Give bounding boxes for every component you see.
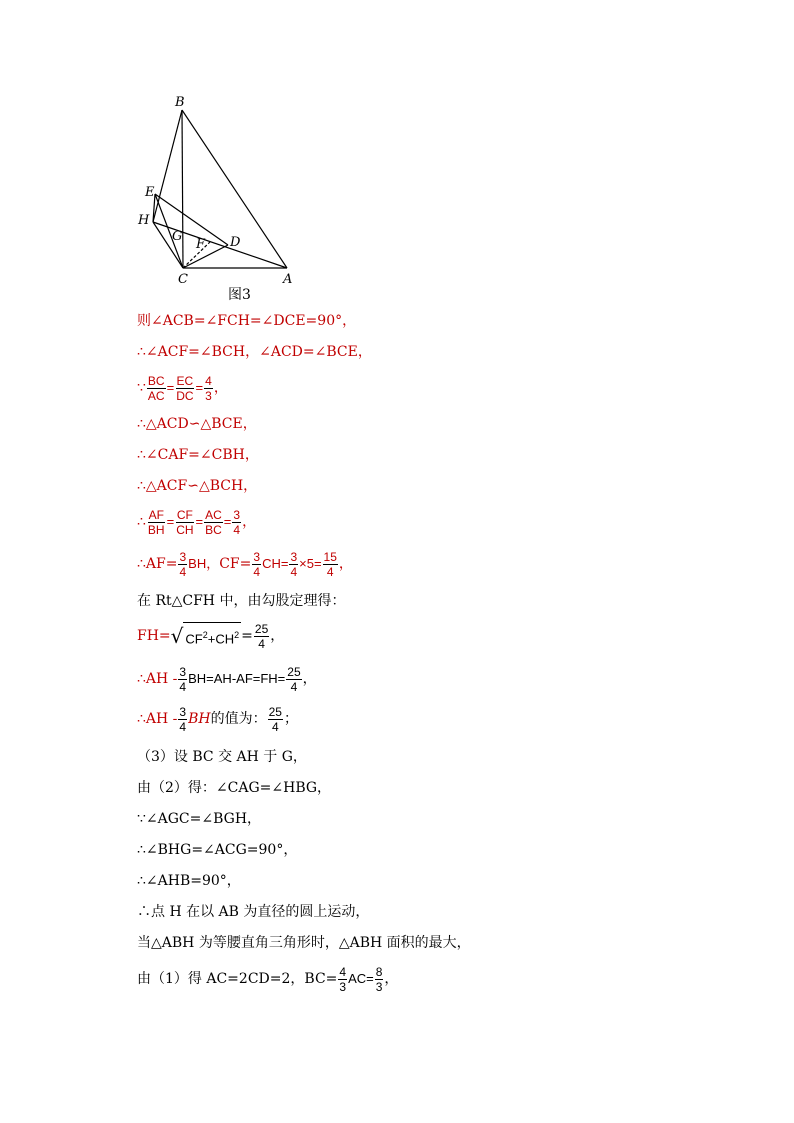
solution-line-19: 当△ABH 为等腰直角三角形时，△ABH 面积的最大， bbox=[137, 935, 471, 951]
text-suffix: ， bbox=[213, 380, 228, 396]
fraction bbox=[178, 705, 187, 734]
text-prefix: ∴AF= bbox=[137, 556, 178, 572]
denominator: AC bbox=[147, 388, 165, 403]
numerator: 25 bbox=[254, 621, 269, 636]
text-suffix: ， bbox=[338, 556, 353, 572]
solution-line-6: ∴△ACF∽△BCH， bbox=[137, 478, 258, 494]
label-G: G bbox=[172, 229, 183, 244]
text-suffix: ， bbox=[270, 628, 285, 644]
fraction bbox=[286, 665, 301, 694]
text-suffix: ， bbox=[242, 514, 257, 530]
solution-line-2: ∴∠ACF=∠BCH，∠ACD=∠BCE， bbox=[137, 344, 372, 360]
solution-line-3: ∵ $\frac{BC}{AC}$ = $\frac{EC}{DC}$ = $\frac{4}{3}$ ， bbox=[137, 373, 228, 403]
fraction bbox=[147, 374, 166, 403]
fraction bbox=[375, 965, 384, 994]
denominator: 4 bbox=[179, 679, 187, 694]
numerator: 15 bbox=[323, 549, 337, 564]
solution-line-13: （3）设 BC 交 AH 于 G， bbox=[137, 749, 307, 765]
figure-caption: 图3 bbox=[228, 287, 251, 303]
denominator: DC bbox=[176, 388, 194, 403]
numerator: AC bbox=[205, 507, 222, 522]
fraction bbox=[178, 665, 187, 694]
exponent: 2 bbox=[234, 630, 240, 641]
denominator: 4 bbox=[179, 719, 187, 734]
numerator: 3 bbox=[290, 549, 298, 564]
segment-BH bbox=[153, 110, 182, 222]
label-C: C bbox=[178, 272, 188, 287]
solution-line-11 bbox=[137, 662, 317, 696]
text-prefix: 由（1）得 AC=2CD=2，BC= bbox=[137, 971, 338, 987]
solution-line-20 bbox=[137, 962, 398, 996]
solution-line-14: 由（2）得：∠CAG=∠HBG， bbox=[137, 780, 332, 796]
text-suffix: ； bbox=[283, 711, 298, 727]
numerator: BC bbox=[147, 373, 165, 388]
text-prefix: ∵ bbox=[137, 380, 146, 396]
text-suffix: ， bbox=[302, 671, 317, 687]
text-prefix: ∴AH - bbox=[137, 671, 178, 687]
numerator: 4 bbox=[339, 964, 347, 979]
text-suffix: ， bbox=[384, 971, 399, 987]
text-prefix: ∴AH - bbox=[137, 711, 178, 727]
exponent: 2 bbox=[202, 630, 208, 641]
denominator: 3 bbox=[339, 979, 347, 994]
numerator: 3 bbox=[179, 704, 187, 719]
numerator: 8 bbox=[375, 964, 383, 979]
denominator: 4 bbox=[233, 522, 241, 537]
numerator: 4 bbox=[205, 373, 212, 388]
equals-sign: = bbox=[241, 628, 253, 644]
denominator: CH bbox=[176, 522, 194, 537]
solution-line-9: 在 Rt△CFH 中，由勾股定理得： bbox=[137, 593, 346, 609]
fraction bbox=[323, 550, 338, 579]
fraction bbox=[268, 705, 283, 734]
fraction bbox=[175, 374, 194, 403]
solution-line-10 bbox=[137, 618, 284, 654]
label-A: A bbox=[283, 272, 293, 287]
text-segment: ×5= bbox=[299, 556, 322, 571]
denominator: 4 bbox=[258, 636, 265, 651]
denominator: 4 bbox=[290, 564, 298, 579]
denominator: 3 bbox=[205, 388, 212, 403]
solution-line-12 bbox=[137, 702, 298, 736]
fraction bbox=[289, 550, 298, 579]
fraction bbox=[178, 550, 187, 579]
solution-line-17: ∴∠AHB=90°， bbox=[137, 873, 241, 889]
solution-line-18: ∴点 H 在以 AB 为直径的圆上运动， bbox=[137, 904, 370, 920]
numerator: AF bbox=[148, 507, 164, 522]
segment-CD bbox=[183, 245, 228, 268]
solution-line-16: ∴∠BHG=∠ACG=90°， bbox=[137, 842, 298, 858]
text-segment: CH= bbox=[262, 556, 289, 571]
denominator: 4 bbox=[290, 679, 298, 694]
segment-BC bbox=[182, 110, 183, 268]
denominator: 4 bbox=[253, 564, 261, 579]
numerator: EC bbox=[176, 373, 194, 388]
denominator: BH bbox=[147, 522, 165, 537]
numerator: 3 bbox=[179, 664, 187, 679]
denominator: BC bbox=[205, 522, 222, 537]
fraction bbox=[252, 550, 261, 579]
numerator: 3 bbox=[253, 549, 261, 564]
solution-line-15: ∵∠AGC=∠BGH， bbox=[137, 811, 262, 827]
fraction bbox=[204, 508, 223, 537]
solution-line-1: 则∠ACB=∠FCH=∠DCE=90°， bbox=[137, 313, 357, 329]
text-prefix: FH= bbox=[137, 628, 171, 644]
solution-line-5: ∴∠CAF=∠CBH， bbox=[137, 447, 259, 463]
numerator: 25 bbox=[287, 664, 301, 679]
numerator: 3 bbox=[233, 507, 241, 522]
fraction bbox=[254, 622, 269, 651]
solution-line-8 bbox=[137, 547, 353, 581]
fraction bbox=[147, 508, 166, 537]
text-segment: CF= bbox=[219, 556, 252, 572]
label-D: D bbox=[230, 235, 241, 250]
label-B: B bbox=[175, 95, 185, 110]
solution-line-7: ∴ $\frac{AF}{BH}$ = $\frac{CF}{CH}$ = $\frac{AC}{BC}$ = $\frac{3}{4}$ ， bbox=[137, 507, 257, 537]
geometry-figure bbox=[130, 90, 310, 305]
text-segment: BH=AH-AF=FH= bbox=[188, 671, 286, 686]
radicand-ch: +CH bbox=[207, 631, 235, 647]
text-prefix: ∴ bbox=[137, 514, 146, 530]
label-H: H bbox=[138, 213, 150, 228]
fraction bbox=[204, 374, 213, 403]
segment-ED bbox=[155, 194, 228, 245]
fraction bbox=[338, 965, 347, 994]
label-F: F bbox=[196, 237, 206, 252]
solution-line-4: ∴△ACD∽△BCE， bbox=[137, 416, 257, 432]
numerator: 3 bbox=[179, 549, 187, 564]
text-segment: AC= bbox=[348, 971, 374, 986]
denominator: 3 bbox=[375, 979, 383, 994]
numerator: CF bbox=[176, 507, 193, 522]
text-segment: BH bbox=[188, 711, 211, 727]
label-E: E bbox=[145, 185, 155, 200]
denominator: 4 bbox=[326, 564, 334, 579]
square-root: √ $CF^2+CH^2$ bbox=[170, 623, 240, 648]
fraction bbox=[175, 508, 194, 537]
text-segment: 的值为： bbox=[210, 711, 267, 727]
fraction bbox=[232, 508, 241, 537]
denominator: 4 bbox=[179, 564, 187, 579]
denominator: 4 bbox=[271, 719, 279, 734]
text-segment: BH， bbox=[188, 556, 220, 571]
numerator: 25 bbox=[268, 704, 282, 719]
radicand-cf: CF bbox=[185, 631, 203, 647]
